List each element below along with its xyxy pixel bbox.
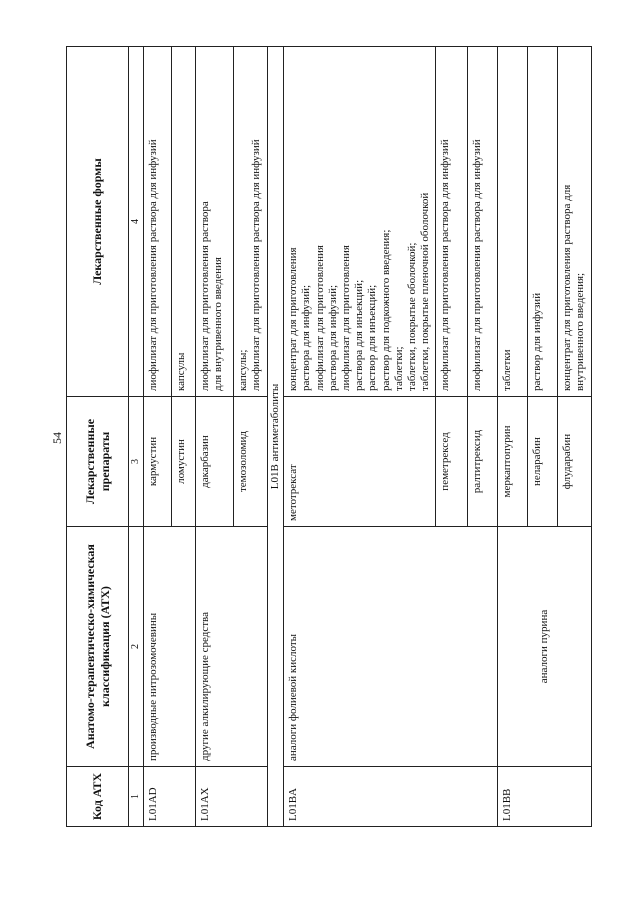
atx-code: L01BA bbox=[284, 767, 498, 827]
form-line: раствора для инъекций; bbox=[353, 279, 366, 391]
table-row bbox=[196, 47, 234, 827]
drug-name: дакарбазин bbox=[196, 397, 234, 527]
form-line: капсулы; bbox=[237, 349, 249, 391]
drug-form: раствор для инфузий bbox=[528, 47, 558, 397]
page-number: 54 bbox=[50, 432, 64, 444]
form-line: лиофилизат для приготовления bbox=[339, 245, 352, 391]
form-line: раствора для инфузий; bbox=[300, 284, 313, 391]
form-line: внутривенного введения; bbox=[574, 272, 587, 391]
form-line: раствор для подкожного введения; bbox=[379, 229, 392, 391]
drug-form: лиофилизат для приготовления раствора для инфузий bbox=[144, 47, 172, 397]
atx-code: L01BB bbox=[498, 767, 591, 827]
form-line: концентрат для приготовления раствора для bbox=[561, 184, 574, 391]
header-classification: Анатомо-терапевтическо-химическая классификация (АТХ) bbox=[67, 527, 129, 767]
atx-class: производные нитрозомочевины bbox=[144, 527, 196, 767]
drug-form bbox=[196, 47, 234, 397]
drug-name: темозоломид bbox=[234, 397, 268, 527]
atx-class: другие алкилирующие средства bbox=[196, 527, 268, 767]
section-title: L01B антиметаболиты bbox=[268, 47, 284, 827]
table-stage bbox=[66, 47, 587, 827]
drug-form: таблетки bbox=[498, 47, 528, 397]
rotated-table-wrapper bbox=[66, 47, 587, 827]
header-drugs: Лекарственные препараты bbox=[67, 397, 129, 527]
atx-code: L01AD bbox=[144, 767, 196, 827]
drug-name: неларабин bbox=[528, 397, 558, 527]
table-row bbox=[498, 47, 528, 827]
table-row bbox=[144, 47, 172, 827]
form-line: концентрат для приготовления bbox=[287, 247, 300, 391]
drug-form bbox=[284, 47, 436, 397]
atx-class: аналоги фолиевой кислоты bbox=[284, 527, 498, 767]
form-line: для внутривенного введения bbox=[212, 257, 225, 391]
drug-name: меркаптопурин bbox=[498, 397, 528, 527]
drug-name: кармустин bbox=[144, 397, 172, 527]
drug-name: флударабин bbox=[558, 397, 591, 527]
header-forms: Лекарственные формы bbox=[67, 47, 129, 397]
col-number: 4 bbox=[129, 47, 144, 397]
header-code: Код АТХ bbox=[67, 767, 129, 827]
header-row bbox=[67, 47, 129, 827]
drug-form bbox=[234, 47, 268, 397]
section-row bbox=[268, 47, 284, 827]
col-number: 3 bbox=[129, 397, 144, 527]
form-line: раствор для инъекций; bbox=[366, 284, 379, 391]
form-line: лиофилизат для приготовления раствора для инфузий bbox=[250, 139, 263, 391]
drug-name: метотрексат bbox=[284, 397, 436, 527]
form-line: лиофилизат для приготовления раствора bbox=[199, 201, 211, 391]
form-line: лиофилизат для приготовления bbox=[313, 245, 326, 391]
drug-name: ралтитрексид bbox=[468, 397, 498, 527]
form-line: таблетки, покрытые пленочной оболочкой bbox=[419, 192, 432, 391]
col-number: 1 bbox=[129, 767, 144, 827]
drug-name: ломустин bbox=[172, 397, 196, 527]
col-number: 2 bbox=[129, 527, 144, 767]
form-line: раствора для инфузий; bbox=[326, 284, 339, 391]
drug-name: пеметрексед bbox=[436, 397, 468, 527]
form-line: таблетки, покрытые оболочкой; bbox=[405, 242, 418, 391]
drug-form: капсулы bbox=[172, 47, 196, 397]
drug-form: лиофилизат для приготовления раствора для инфузий bbox=[468, 47, 498, 397]
column-number-row bbox=[129, 47, 144, 827]
atx-table bbox=[66, 46, 592, 827]
table-row bbox=[284, 47, 436, 827]
atx-code: L01AX bbox=[196, 767, 268, 827]
atx-class: аналоги пурина bbox=[498, 527, 591, 767]
drug-form bbox=[558, 47, 591, 397]
form-line: таблетки; bbox=[392, 346, 405, 391]
drug-form: лиофилизат для приготовления раствора для инфузий bbox=[436, 47, 468, 397]
